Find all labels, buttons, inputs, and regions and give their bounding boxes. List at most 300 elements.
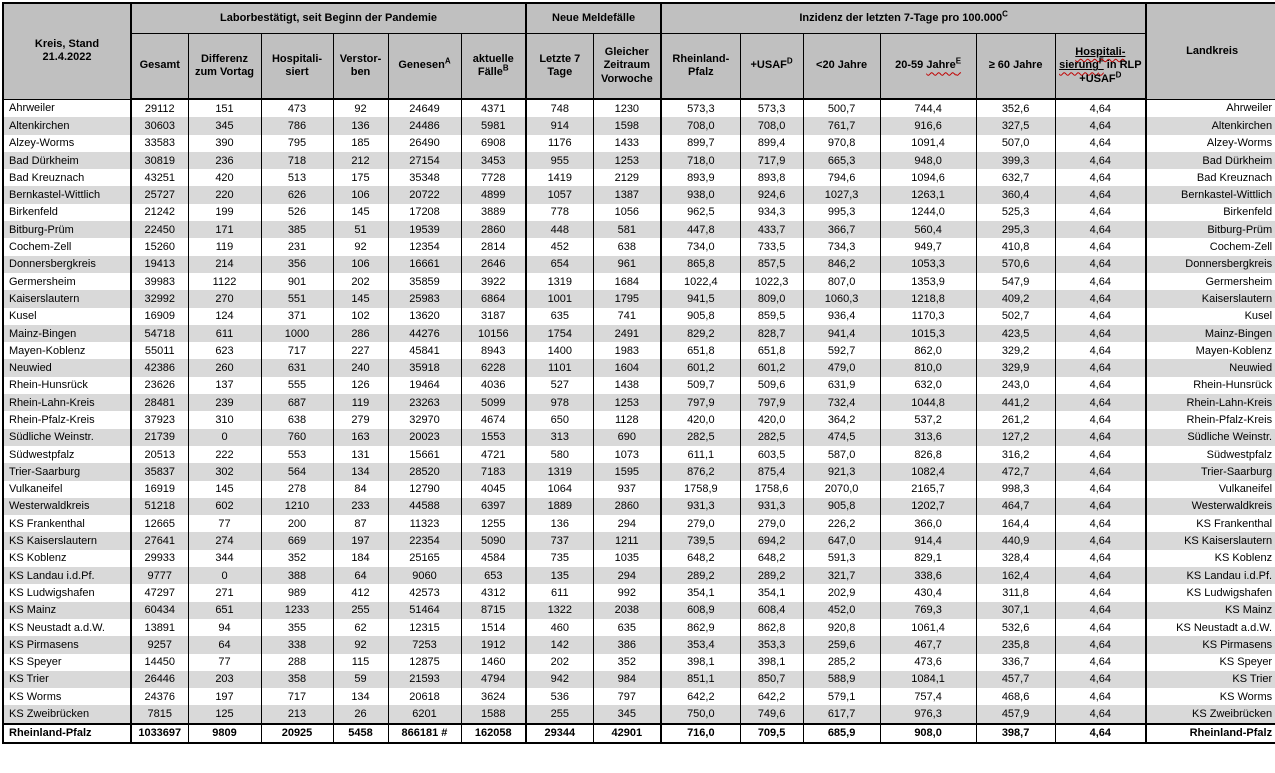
table-row bbox=[3, 273, 1275, 290]
value-cell: 718 bbox=[261, 152, 333, 169]
value-cell: 846,2 bbox=[803, 256, 880, 273]
value-cell: 4584 bbox=[461, 550, 526, 567]
value-cell: 279 bbox=[333, 411, 388, 428]
value-cell: 21739 bbox=[131, 429, 188, 446]
landkreis-cell: KS Landau i.d.Pf. bbox=[1146, 567, 1275, 584]
col-header-gesamt: Gesamt bbox=[131, 34, 188, 100]
value-cell: 447,8 bbox=[661, 221, 740, 238]
table-row bbox=[3, 446, 1275, 463]
value-cell: 25983 bbox=[388, 290, 461, 307]
value-cell: 3187 bbox=[461, 308, 526, 325]
value-cell: 29112 bbox=[131, 99, 188, 117]
kreis-cell: Rheinland-Pfalz bbox=[3, 724, 131, 743]
value-cell: 35837 bbox=[131, 463, 188, 480]
value-cell: 294 bbox=[593, 515, 661, 532]
value-cell: 526 bbox=[261, 204, 333, 221]
value-cell: 978 bbox=[526, 394, 593, 411]
value-cell: 43251 bbox=[131, 169, 188, 186]
landkreis-cell: KS Speyer bbox=[1146, 654, 1275, 671]
kreis-cell: Neuwied bbox=[3, 359, 131, 376]
value-cell: 611 bbox=[526, 584, 593, 601]
value-cell: 632,7 bbox=[976, 169, 1055, 186]
value-cell: 608,9 bbox=[661, 602, 740, 619]
value-cell: 4,64 bbox=[1055, 256, 1146, 273]
value-cell: 7815 bbox=[131, 705, 188, 723]
value-cell: 4312 bbox=[461, 584, 526, 601]
value-cell: 131 bbox=[333, 446, 388, 463]
value-cell: 651 bbox=[188, 602, 261, 619]
value-cell: 27154 bbox=[388, 152, 461, 169]
value-cell: 4,64 bbox=[1055, 671, 1146, 688]
value-cell: 30819 bbox=[131, 152, 188, 169]
col-header-vorwoche: Gleicher Zeitraum Vorwoche bbox=[593, 34, 661, 100]
value-cell: 371 bbox=[261, 308, 333, 325]
value-cell: 859,5 bbox=[740, 308, 803, 325]
value-cell: 1101 bbox=[526, 359, 593, 376]
value-cell: 142 bbox=[526, 636, 593, 653]
value-cell: 352 bbox=[593, 654, 661, 671]
value-cell: 809,0 bbox=[740, 290, 803, 307]
landkreis-cell: Kusel bbox=[1146, 308, 1275, 325]
table-row bbox=[3, 221, 1275, 238]
value-cell: 288 bbox=[261, 654, 333, 671]
col-header-genesen: Genesen$^A$ bbox=[388, 34, 461, 100]
value-cell: 398,1 bbox=[740, 654, 803, 671]
kreis-cell: KS Trier bbox=[3, 671, 131, 688]
value-cell: 638 bbox=[593, 238, 661, 255]
value-cell: 15260 bbox=[131, 238, 188, 255]
value-cell: 955 bbox=[526, 152, 593, 169]
value-cell: 992 bbox=[593, 584, 661, 601]
value-cell: 151 bbox=[188, 99, 261, 117]
value-cell: 650 bbox=[526, 411, 593, 428]
value-cell: 4,64 bbox=[1055, 342, 1146, 359]
value-cell: 386 bbox=[593, 636, 661, 653]
value-cell: 13891 bbox=[131, 619, 188, 636]
value-cell: 513 bbox=[261, 169, 333, 186]
value-cell: 136 bbox=[333, 117, 388, 134]
value-cell: 3922 bbox=[461, 273, 526, 290]
value-cell: 51464 bbox=[388, 602, 461, 619]
value-cell: 4,64 bbox=[1055, 152, 1146, 169]
value-cell: 197 bbox=[333, 532, 388, 549]
value-cell: 899,4 bbox=[740, 135, 803, 152]
value-cell: 592,7 bbox=[803, 342, 880, 359]
value-cell: 145 bbox=[333, 290, 388, 307]
value-cell: 240 bbox=[333, 359, 388, 376]
value-cell: 748 bbox=[526, 99, 593, 117]
value-cell: 77 bbox=[188, 515, 261, 532]
value-cell: 2491 bbox=[593, 325, 661, 342]
value-cell: 202 bbox=[333, 273, 388, 290]
value-cell: 1244,0 bbox=[880, 204, 976, 221]
value-cell: 938,0 bbox=[661, 186, 740, 203]
corner-header bbox=[3, 3, 131, 99]
value-cell: 579,1 bbox=[803, 688, 880, 705]
landkreis-cell: Bitburg-Prüm bbox=[1146, 221, 1275, 238]
value-cell: 1514 bbox=[461, 619, 526, 636]
value-cell: 1056 bbox=[593, 204, 661, 221]
value-cell: 13620 bbox=[388, 308, 461, 325]
value-cell: 1210 bbox=[261, 498, 333, 515]
value-cell: 995,3 bbox=[803, 204, 880, 221]
value-cell: 8715 bbox=[461, 602, 526, 619]
value-cell: 648,2 bbox=[740, 550, 803, 567]
value-cell: 222 bbox=[188, 446, 261, 463]
value-cell: 16919 bbox=[131, 481, 188, 498]
table-row bbox=[3, 342, 1275, 359]
value-cell: 4,64 bbox=[1055, 186, 1146, 203]
table-row bbox=[3, 550, 1275, 567]
value-cell: 626 bbox=[261, 186, 333, 203]
landkreis-cell: Germersheim bbox=[1146, 273, 1275, 290]
value-cell: 1253 bbox=[593, 394, 661, 411]
value-cell: 694,2 bbox=[740, 532, 803, 549]
value-cell: 115 bbox=[333, 654, 388, 671]
value-cell: 1027,3 bbox=[803, 186, 880, 203]
col-header-20-59-jahre: 20-59 Jahre$^E$ bbox=[880, 34, 976, 100]
value-cell: 313 bbox=[526, 429, 593, 446]
value-cell: 916,6 bbox=[880, 117, 976, 134]
value-cell: 921,3 bbox=[803, 463, 880, 480]
value-cell: 474,5 bbox=[803, 429, 880, 446]
value-cell: 829,2 bbox=[661, 325, 740, 342]
table-row bbox=[3, 705, 1275, 723]
value-cell: 4,64 bbox=[1055, 204, 1146, 221]
value-cell: 4371 bbox=[461, 99, 526, 117]
value-cell: 412 bbox=[333, 584, 388, 601]
value-cell: 4,64 bbox=[1055, 550, 1146, 567]
landkreis-cell: Bernkastel-Wittlich bbox=[1146, 186, 1275, 203]
value-cell: 797,9 bbox=[661, 394, 740, 411]
value-cell: 10156 bbox=[461, 325, 526, 342]
value-cell: 310 bbox=[188, 411, 261, 428]
value-cell: 51 bbox=[333, 221, 388, 238]
total-row bbox=[3, 724, 1275, 743]
kreis-cell: KS Zweibrücken bbox=[3, 705, 131, 723]
value-cell: 708,0 bbox=[661, 117, 740, 134]
value-cell: 92 bbox=[333, 238, 388, 255]
value-cell: 6397 bbox=[461, 498, 526, 515]
table-row bbox=[3, 654, 1275, 671]
table-row bbox=[3, 359, 1275, 376]
value-cell: 106 bbox=[333, 186, 388, 203]
value-cell: 25165 bbox=[388, 550, 461, 567]
value-cell: 1001 bbox=[526, 290, 593, 307]
value-cell: 16661 bbox=[388, 256, 461, 273]
value-cell: 941,5 bbox=[661, 290, 740, 307]
value-cell: 532,6 bbox=[976, 619, 1055, 636]
value-cell: 185 bbox=[333, 135, 388, 152]
kreis-cell: Mayen-Koblenz bbox=[3, 342, 131, 359]
kreis-cell: Alzey-Worms bbox=[3, 135, 131, 152]
col-header-aktuelle-faelle: aktuelle Fälle$^B$ bbox=[461, 34, 526, 100]
value-cell: 4036 bbox=[461, 377, 526, 394]
value-cell: 4,64 bbox=[1055, 117, 1146, 134]
value-cell: 2165,7 bbox=[880, 481, 976, 498]
value-cell: 271 bbox=[188, 584, 261, 601]
value-cell: 42901 bbox=[593, 724, 661, 743]
kreis-cell: Rhein-Pfalz-Kreis bbox=[3, 411, 131, 428]
value-cell: 1057 bbox=[526, 186, 593, 203]
value-cell: 648,2 bbox=[661, 550, 740, 567]
value-cell: 611 bbox=[188, 325, 261, 342]
landkreis-cell: KS Worms bbox=[1146, 688, 1275, 705]
value-cell: 307,1 bbox=[976, 602, 1055, 619]
value-cell: 850,7 bbox=[740, 671, 803, 688]
value-cell: 3453 bbox=[461, 152, 526, 169]
value-cell: 202,9 bbox=[803, 584, 880, 601]
value-cell: 20023 bbox=[388, 429, 461, 446]
value-cell: 737 bbox=[526, 532, 593, 549]
value-cell: 9257 bbox=[131, 636, 188, 653]
value-cell: 358 bbox=[261, 671, 333, 688]
value-cell: 948,0 bbox=[880, 152, 976, 169]
value-cell: 642,2 bbox=[740, 688, 803, 705]
value-cell: 4,64 bbox=[1055, 290, 1146, 307]
value-cell: 1233 bbox=[261, 602, 333, 619]
value-cell: 274 bbox=[188, 532, 261, 549]
value-cell: 441,2 bbox=[976, 394, 1055, 411]
value-cell: 601,2 bbox=[661, 359, 740, 376]
value-cell: 920,8 bbox=[803, 619, 880, 636]
value-cell: 608,4 bbox=[740, 602, 803, 619]
value-cell: 171 bbox=[188, 221, 261, 238]
value-cell: 261,2 bbox=[976, 411, 1055, 428]
value-cell: 12875 bbox=[388, 654, 461, 671]
value-cell: 352 bbox=[261, 550, 333, 567]
value-cell: 989 bbox=[261, 584, 333, 601]
value-cell: 22354 bbox=[388, 532, 461, 549]
value-cell: 4,64 bbox=[1055, 532, 1146, 549]
value-cell: 4,64 bbox=[1055, 654, 1146, 671]
value-cell: 20925 bbox=[261, 724, 333, 743]
kreis-cell: KS Worms bbox=[3, 688, 131, 705]
value-cell: 259,6 bbox=[803, 636, 880, 653]
value-cell: 92 bbox=[333, 636, 388, 653]
value-cell: 197 bbox=[188, 688, 261, 705]
value-cell: 354,1 bbox=[740, 584, 803, 601]
landkreis-cell: KS Neustadt a.d.W. bbox=[1146, 619, 1275, 636]
col-header-usaf: $+USAF^D$ bbox=[740, 34, 803, 100]
underlined-text: sierung$^F$ bbox=[1059, 56, 1104, 72]
value-cell: 976,3 bbox=[880, 705, 976, 723]
value-cell: 145 bbox=[188, 481, 261, 498]
value-cell: 2814 bbox=[461, 238, 526, 255]
value-cell: 1044,8 bbox=[880, 394, 976, 411]
col-header-hospitalisierung: Hospitali- sierung$^F$ in RLP $+USAF^D$ bbox=[1055, 34, 1146, 100]
value-cell: 914,4 bbox=[880, 532, 976, 549]
value-cell: 119 bbox=[333, 394, 388, 411]
value-cell: 687 bbox=[261, 394, 333, 411]
value-cell: 591,3 bbox=[803, 550, 880, 567]
value-cell: 55011 bbox=[131, 342, 188, 359]
value-cell: 602 bbox=[188, 498, 261, 515]
value-cell: 760 bbox=[261, 429, 333, 446]
value-cell: 1033697 bbox=[131, 724, 188, 743]
kreis-cell: KS Kaiserslautern bbox=[3, 532, 131, 549]
kreis-cell: KS Pirmasens bbox=[3, 636, 131, 653]
kreis-cell: KS Landau i.d.Pf. bbox=[3, 567, 131, 584]
value-cell: 1754 bbox=[526, 325, 593, 342]
value-cell: 4,64 bbox=[1055, 463, 1146, 480]
value-cell: 4,64 bbox=[1055, 688, 1146, 705]
value-cell: 409,2 bbox=[976, 290, 1055, 307]
value-cell: 690 bbox=[593, 429, 661, 446]
corner-line2: 21.4.2022 bbox=[42, 51, 92, 64]
value-cell: 329,2 bbox=[976, 342, 1055, 359]
value-cell: 327,5 bbox=[976, 117, 1055, 134]
value-cell: 0 bbox=[188, 567, 261, 584]
value-cell: 289,2 bbox=[740, 567, 803, 584]
value-cell: 537,2 bbox=[880, 411, 976, 428]
landkreis-cell: Ahrweiler bbox=[1146, 99, 1275, 117]
value-cell: 6201 bbox=[388, 705, 461, 723]
value-cell: 794,6 bbox=[803, 169, 880, 186]
value-cell: 4,64 bbox=[1055, 636, 1146, 653]
value-cell: 2129 bbox=[593, 169, 661, 186]
value-cell: 134 bbox=[333, 463, 388, 480]
value-cell: 588,9 bbox=[803, 671, 880, 688]
value-cell: 1419 bbox=[526, 169, 593, 186]
value-cell: 17208 bbox=[388, 204, 461, 221]
kreis-cell: Trier-Saarburg bbox=[3, 463, 131, 480]
landkreis-cell: KS Koblenz bbox=[1146, 550, 1275, 567]
value-cell: 1400 bbox=[526, 342, 593, 359]
value-cell: 54718 bbox=[131, 325, 188, 342]
value-cell: 294 bbox=[593, 567, 661, 584]
value-cell: 39983 bbox=[131, 273, 188, 290]
value-cell: 464,7 bbox=[976, 498, 1055, 515]
value-cell: 611,1 bbox=[661, 446, 740, 463]
value-cell: 137 bbox=[188, 377, 261, 394]
value-cell: 202 bbox=[526, 654, 593, 671]
value-cell: 4,64 bbox=[1055, 377, 1146, 394]
value-cell: 734,3 bbox=[803, 238, 880, 255]
landkreis-cell: Kaiserslautern bbox=[1146, 290, 1275, 307]
value-cell: 77 bbox=[188, 654, 261, 671]
value-cell: 12315 bbox=[388, 619, 461, 636]
landkreis-cell: Donnersbergkreis bbox=[1146, 256, 1275, 273]
value-cell: 797,9 bbox=[740, 394, 803, 411]
value-cell: 4,64 bbox=[1055, 567, 1146, 584]
landkreis-cell: Rhein-Pfalz-Kreis bbox=[1146, 411, 1275, 428]
landkreis-cell: Bad Dürkheim bbox=[1146, 152, 1275, 169]
value-cell: 12790 bbox=[388, 481, 461, 498]
value-cell: 4,64 bbox=[1055, 273, 1146, 290]
corner-line1: Kreis, Stand bbox=[34, 38, 100, 51]
underlined-text: Hospitali- bbox=[1075, 46, 1126, 59]
value-cell: 2646 bbox=[461, 256, 526, 273]
value-cell: 1553 bbox=[461, 429, 526, 446]
value-cell: 570,6 bbox=[976, 256, 1055, 273]
value-cell: 5090 bbox=[461, 532, 526, 549]
value-cell: 581 bbox=[593, 221, 661, 238]
kreis-cell: Bad Kreuznach bbox=[3, 169, 131, 186]
value-cell: 1064 bbox=[526, 481, 593, 498]
kreis-cell: Westerwaldkreis bbox=[3, 498, 131, 515]
kreis-cell: KS Ludwigshafen bbox=[3, 584, 131, 601]
value-cell: 708,0 bbox=[740, 117, 803, 134]
value-cell: 42386 bbox=[131, 359, 188, 376]
kreis-cell: Donnersbergkreis bbox=[3, 256, 131, 273]
value-cell: 124 bbox=[188, 308, 261, 325]
kreis-cell: KS Neustadt a.d.W. bbox=[3, 619, 131, 636]
value-cell: 1438 bbox=[593, 377, 661, 394]
value-cell: 875,4 bbox=[740, 463, 803, 480]
value-cell: 162058 bbox=[461, 724, 526, 743]
landkreis-cell: KS Kaiserslautern bbox=[1146, 532, 1275, 549]
value-cell: 84 bbox=[333, 481, 388, 498]
landkreis-cell: KS Mainz bbox=[1146, 602, 1275, 619]
value-cell: 92 bbox=[333, 99, 388, 117]
value-cell: 7183 bbox=[461, 463, 526, 480]
value-cell: 227 bbox=[333, 342, 388, 359]
kreis-cell: Rhein-Lahn-Kreis bbox=[3, 394, 131, 411]
landkreis-cell: KS Trier bbox=[1146, 671, 1275, 688]
value-cell: 4674 bbox=[461, 411, 526, 428]
value-cell: 352,6 bbox=[976, 99, 1055, 117]
landkreis-cell: Mainz-Bingen bbox=[1146, 325, 1275, 342]
value-cell: 778 bbox=[526, 204, 593, 221]
value-cell: 42573 bbox=[388, 584, 461, 601]
value-cell: 255 bbox=[526, 705, 593, 723]
value-cell: 1319 bbox=[526, 463, 593, 480]
value-cell: 1983 bbox=[593, 342, 661, 359]
value-cell: 564 bbox=[261, 463, 333, 480]
value-cell: 29933 bbox=[131, 550, 188, 567]
value-cell: 16909 bbox=[131, 308, 188, 325]
value-cell: 603,5 bbox=[740, 446, 803, 463]
value-cell: 651,8 bbox=[740, 342, 803, 359]
value-cell: 33583 bbox=[131, 135, 188, 152]
value-cell: 26 bbox=[333, 705, 388, 723]
sub-header-row bbox=[3, 34, 1275, 100]
col-header-ueber-60-jahre: ≥ 60 Jahre bbox=[976, 34, 1055, 100]
landkreis-cell: Alzey-Worms bbox=[1146, 135, 1275, 152]
value-cell: 931,3 bbox=[661, 498, 740, 515]
value-cell: 665,3 bbox=[803, 152, 880, 169]
landkreis-cell: Vulkaneifel bbox=[1146, 481, 1275, 498]
value-cell: 59 bbox=[333, 671, 388, 688]
value-cell: 4,64 bbox=[1055, 359, 1146, 376]
value-cell: 6864 bbox=[461, 290, 526, 307]
value-cell: 937 bbox=[593, 481, 661, 498]
value-cell: 44276 bbox=[388, 325, 461, 342]
value-cell: 998,3 bbox=[976, 481, 1055, 498]
landkreis-cell: KS Zweibrücken bbox=[1146, 705, 1275, 723]
value-cell: 739,5 bbox=[661, 532, 740, 549]
value-cell: 631,9 bbox=[803, 377, 880, 394]
kreis-cell: Cochem-Zell bbox=[3, 238, 131, 255]
value-cell: 734,0 bbox=[661, 238, 740, 255]
value-cell: 961 bbox=[593, 256, 661, 273]
value-cell: 536 bbox=[526, 688, 593, 705]
value-cell: 1588 bbox=[461, 705, 526, 723]
table-row bbox=[3, 567, 1275, 584]
value-cell: 786 bbox=[261, 117, 333, 134]
value-cell: 924,6 bbox=[740, 186, 803, 203]
value-cell: 353,3 bbox=[740, 636, 803, 653]
col-header-differenz: Differenz zum Vortag bbox=[188, 34, 261, 100]
value-cell: 732,4 bbox=[803, 394, 880, 411]
table-row bbox=[3, 99, 1275, 117]
value-cell: 547,9 bbox=[976, 273, 1055, 290]
value-cell: 175 bbox=[333, 169, 388, 186]
table-row bbox=[3, 463, 1275, 480]
value-cell: 286 bbox=[333, 325, 388, 342]
value-cell: 12354 bbox=[388, 238, 461, 255]
